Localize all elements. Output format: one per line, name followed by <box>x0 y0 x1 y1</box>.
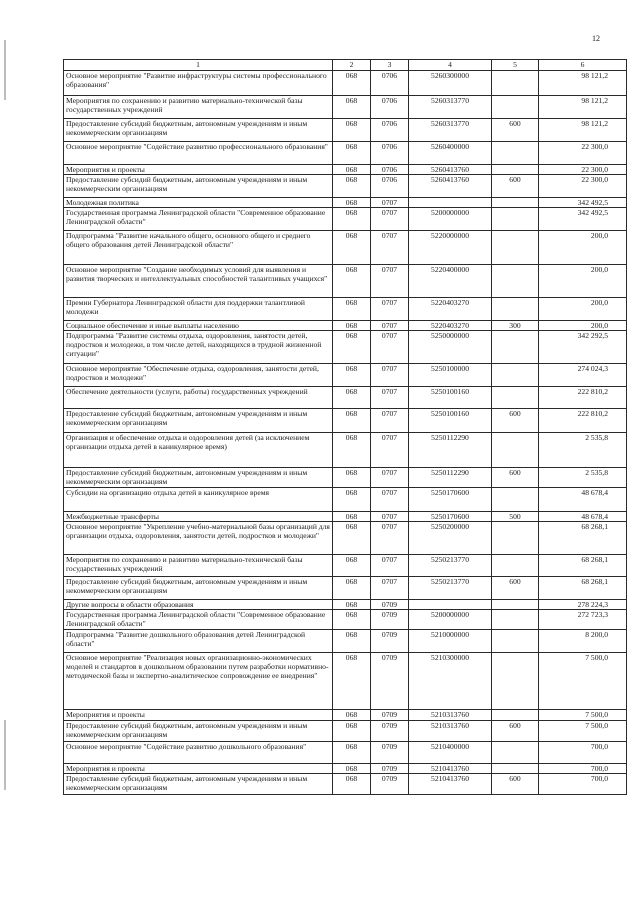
budget-item-name: Предоставление субсидий бюджетным, автономным учреждениям и иным некоммерческим организациям <box>64 468 333 488</box>
table-row <box>64 208 627 231</box>
table-row <box>64 142 627 165</box>
table-row <box>64 774 627 795</box>
admin-code: 068 <box>333 231 371 265</box>
target-article: 5200000000 <box>409 610 492 630</box>
expense-type: 500 <box>492 512 539 522</box>
amount-value: 200,0 <box>539 298 627 321</box>
admin-code: 068 <box>333 298 371 321</box>
target-article: 5250112290 <box>409 433 492 468</box>
table-row <box>64 387 627 409</box>
admin-code: 068 <box>333 198 371 208</box>
budget-item-name: Премии Губернатора Ленинградской области для поддержки талантливой молодежи <box>64 298 333 321</box>
table-row <box>64 165 627 175</box>
amount-value: 22 300,0 <box>539 142 627 165</box>
table-row <box>64 409 627 433</box>
amount-value: 98 121,2 <box>539 71 627 96</box>
target-article: 5220403270 <box>409 321 492 331</box>
amount-value: 222 810,2 <box>539 387 627 409</box>
amount-value: 22 300,0 <box>539 165 627 175</box>
target-article: 5260313770 <box>409 96 492 119</box>
expense-type: 600 <box>492 468 539 488</box>
expense-type: 600 <box>492 409 539 433</box>
section-code: 0707 <box>371 468 409 488</box>
budget-table <box>63 59 627 795</box>
table-row <box>64 764 627 774</box>
amount-value: 700,0 <box>539 774 627 795</box>
expense-type <box>492 364 539 387</box>
budget-item-name: Предоставление субсидий бюджетным, автономным учреждениям и иным некоммерческим организациям <box>64 721 333 742</box>
section-code: 0707 <box>371 321 409 331</box>
table-row <box>64 653 627 710</box>
target-article: 5250100160 <box>409 387 492 409</box>
budget-item-name: Обеспечение деятельности (услуги, работы) государственных учреждений <box>64 387 333 409</box>
target-article: 5250170600 <box>409 488 492 512</box>
amount-value: 274 024,3 <box>539 364 627 387</box>
table-row <box>64 231 627 265</box>
table-row <box>64 433 627 468</box>
amount-value: 7 500,0 <box>539 721 627 742</box>
admin-code: 068 <box>333 742 371 764</box>
budget-item-name: Основное мероприятие "Укрепление учебно-материальной базы организаций для организации отдыха, оздоровления, занятости детей, подростков и молодежи" <box>64 522 333 555</box>
amount-value: 200,0 <box>539 321 627 331</box>
budget-item-name: Основное мероприятие "Создание необходимых условий для выявления и развития творческих и интеллектуальных способностей талантливых учащихся" <box>64 265 333 298</box>
amount-value: 2 535,8 <box>539 468 627 488</box>
amount-value: 700,0 <box>539 764 627 774</box>
admin-code: 068 <box>333 764 371 774</box>
section-code: 0709 <box>371 710 409 721</box>
table-body <box>64 71 627 795</box>
target-article: 5260400000 <box>409 142 492 165</box>
section-code: 0706 <box>371 119 409 142</box>
table-row <box>64 488 627 512</box>
budget-item-name: Молодежная политика <box>64 198 333 208</box>
section-code: 0707 <box>371 522 409 555</box>
admin-code: 068 <box>333 721 371 742</box>
section-code: 0707 <box>371 265 409 298</box>
section-code: 0707 <box>371 488 409 512</box>
table-row <box>64 522 627 555</box>
budget-item-name: Подпрограмма "Развитие дошкольного образования детей Ленинградской области" <box>64 630 333 653</box>
target-article: 5210413760 <box>409 764 492 774</box>
amount-value: 22 300,0 <box>539 175 627 198</box>
table-row <box>64 577 627 600</box>
expense-type <box>492 331 539 364</box>
expense-type <box>492 710 539 721</box>
amount-value: 68 268,1 <box>539 555 627 577</box>
table-row <box>64 198 627 208</box>
budget-item-name: Предоставление субсидий бюджетным, автономным учреждениям и иным некоммерческим организациям <box>64 409 333 433</box>
expense-type <box>492 522 539 555</box>
expense-type <box>492 600 539 610</box>
amount-value: 48 678,4 <box>539 488 627 512</box>
section-code: 0709 <box>371 764 409 774</box>
expense-type: 300 <box>492 321 539 331</box>
admin-code: 068 <box>333 409 371 433</box>
budget-item-name: Субсидии на организацию отдыха детей в каникулярное время <box>64 488 333 512</box>
expense-type <box>492 298 539 321</box>
budget-item-name: Основное мероприятие "Содействие развитию профессионального образования" <box>64 142 333 165</box>
target-article: 5220400000 <box>409 265 492 298</box>
section-code: 0707 <box>371 555 409 577</box>
admin-code: 068 <box>333 555 371 577</box>
table-row <box>64 555 627 577</box>
amount-value: 272 723,3 <box>539 610 627 630</box>
amount-value: 222 810,2 <box>539 409 627 433</box>
admin-code: 068 <box>333 488 371 512</box>
budget-item-name: Мероприятия по сохранению и развитию материально-технической базы государственных учреждений <box>64 555 333 577</box>
section-code: 0707 <box>371 387 409 409</box>
budget-item-name: Мероприятия и проекты <box>64 764 333 774</box>
admin-code: 068 <box>333 331 371 364</box>
admin-code: 068 <box>333 265 371 298</box>
section-code: 0709 <box>371 653 409 710</box>
expense-type <box>492 653 539 710</box>
expense-type <box>492 198 539 208</box>
table-row <box>64 321 627 331</box>
expense-type <box>492 764 539 774</box>
target-article <box>409 198 492 208</box>
section-code: 0707 <box>371 198 409 208</box>
target-article: 5210413760 <box>409 774 492 795</box>
target-article: 5250100000 <box>409 364 492 387</box>
page-number: 12 <box>592 34 600 43</box>
column-header: 5 <box>492 60 539 71</box>
amount-value: 98 121,2 <box>539 119 627 142</box>
table-row <box>64 265 627 298</box>
target-article: 5210300000 <box>409 653 492 710</box>
target-article: 5210000000 <box>409 630 492 653</box>
expense-type: 600 <box>492 577 539 600</box>
target-article: 5250213770 <box>409 577 492 600</box>
table-row <box>64 364 627 387</box>
target-article: 5260413760 <box>409 175 492 198</box>
section-code: 0709 <box>371 742 409 764</box>
amount-value: 7 500,0 <box>539 653 627 710</box>
section-code: 0707 <box>371 512 409 522</box>
amount-value: 700,0 <box>539 742 627 764</box>
admin-code: 068 <box>333 710 371 721</box>
admin-code: 068 <box>333 165 371 175</box>
expense-type <box>492 265 539 298</box>
amount-value: 68 268,1 <box>539 522 627 555</box>
expense-type <box>492 142 539 165</box>
admin-code: 068 <box>333 321 371 331</box>
table-row <box>64 710 627 721</box>
expense-type <box>492 555 539 577</box>
admin-code: 068 <box>333 630 371 653</box>
expense-type <box>492 433 539 468</box>
table-row <box>64 331 627 364</box>
table-row <box>64 742 627 764</box>
section-code: 0706 <box>371 175 409 198</box>
budget-item-name: Предоставление субсидий бюджетным, автономным учреждениям и иным некоммерческим организациям <box>64 774 333 795</box>
table-row <box>64 119 627 142</box>
target-article: 5250112290 <box>409 468 492 488</box>
table-row <box>64 298 627 321</box>
target-article: 5210400000 <box>409 742 492 764</box>
amount-value: 200,0 <box>539 265 627 298</box>
binding-mark <box>4 40 6 100</box>
admin-code: 068 <box>333 468 371 488</box>
expense-type <box>492 71 539 96</box>
section-code: 0707 <box>371 433 409 468</box>
section-code: 0706 <box>371 142 409 165</box>
amount-value: 48 678,4 <box>539 512 627 522</box>
budget-item-name: Предоставление субсидий бюджетным, автономным учреждениям и иным некоммерческим организациям <box>64 577 333 600</box>
admin-code: 068 <box>333 653 371 710</box>
target-article: 5220403270 <box>409 298 492 321</box>
binding-mark <box>4 720 6 790</box>
target-article: 5220000000 <box>409 231 492 265</box>
admin-code: 068 <box>333 71 371 96</box>
section-code: 0707 <box>371 298 409 321</box>
section-code: 0707 <box>371 409 409 433</box>
table-row <box>64 600 627 610</box>
section-code: 0707 <box>371 331 409 364</box>
section-code: 0709 <box>371 610 409 630</box>
table-row <box>64 71 627 96</box>
admin-code: 068 <box>333 610 371 630</box>
admin-code: 068 <box>333 142 371 165</box>
admin-code: 068 <box>333 208 371 231</box>
admin-code: 068 <box>333 433 371 468</box>
admin-code: 068 <box>333 387 371 409</box>
target-article: 5200000000 <box>409 208 492 231</box>
budget-item-name: Государственная программа Ленинградской области "Современное образование Ленинградской области" <box>64 208 333 231</box>
budget-item-name: Социальное обеспечение и иные выплаты населению <box>64 321 333 331</box>
amount-value: 342 292,5 <box>539 331 627 364</box>
target-article: 5250170600 <box>409 512 492 522</box>
section-code: 0706 <box>371 165 409 175</box>
section-code: 0706 <box>371 71 409 96</box>
admin-code: 068 <box>333 522 371 555</box>
amount-value: 342 492,5 <box>539 208 627 231</box>
table-row <box>64 468 627 488</box>
target-article: 5260313770 <box>409 119 492 142</box>
budget-item-name: Предоставление субсидий бюджетным, автономным учреждениям и иным некоммерческим организациям <box>64 119 333 142</box>
budget-item-name: Мероприятия и проекты <box>64 710 333 721</box>
budget-item-name: Основное мероприятие "Обеспечение отдыха, оздоровления, занятости детей, подростков и молодежи" <box>64 364 333 387</box>
target-article: 5250100160 <box>409 409 492 433</box>
table-row <box>64 96 627 119</box>
amount-value: 2 535,8 <box>539 433 627 468</box>
expense-type <box>492 96 539 119</box>
expense-type <box>492 165 539 175</box>
section-code: 0707 <box>371 577 409 600</box>
header-row <box>64 60 627 71</box>
budget-item-name: Государственная программа Ленинградской области "Современное образование Ленинградской области" <box>64 610 333 630</box>
column-header: 6 <box>539 60 627 71</box>
budget-item-name: Мероприятия и проекты <box>64 165 333 175</box>
admin-code: 068 <box>333 512 371 522</box>
expense-type <box>492 742 539 764</box>
column-header: 4 <box>409 60 492 71</box>
amount-value: 8 200,0 <box>539 630 627 653</box>
target-article: 5210313760 <box>409 721 492 742</box>
expense-type <box>492 630 539 653</box>
expense-type: 600 <box>492 721 539 742</box>
target-article: 5250200000 <box>409 522 492 555</box>
section-code: 0707 <box>371 208 409 231</box>
section-code: 0709 <box>371 600 409 610</box>
amount-value: 200,0 <box>539 231 627 265</box>
expense-type <box>492 231 539 265</box>
expense-type <box>492 610 539 630</box>
table-row <box>64 610 627 630</box>
budget-item-name: Предоставление субсидий бюджетным, автономным учреждениям и иным некоммерческим организациям <box>64 175 333 198</box>
column-header: 1 <box>64 60 333 71</box>
target-article: 5260300000 <box>409 71 492 96</box>
amount-value: 98 121,2 <box>539 96 627 119</box>
budget-item-name: Организация и обеспечение отдыха и оздоровления детей (за исключением организации отдыха детей в каникулярное время) <box>64 433 333 468</box>
section-code: 0709 <box>371 721 409 742</box>
section-code: 0706 <box>371 96 409 119</box>
expense-type <box>492 387 539 409</box>
admin-code: 068 <box>333 96 371 119</box>
budget-item-name: Мероприятия по сохранению и развитию материально-технической базы государственных учреждений <box>64 96 333 119</box>
expense-type: 600 <box>492 175 539 198</box>
expense-type: 600 <box>492 774 539 795</box>
admin-code: 068 <box>333 600 371 610</box>
budget-item-name: Основное мероприятие "Содействие развитию дошкольного образования" <box>64 742 333 764</box>
admin-code: 068 <box>333 364 371 387</box>
budget-item-name: Другие вопросы в области образования <box>64 600 333 610</box>
budget-item-name: Межбюджетные трансферты <box>64 512 333 522</box>
table-row <box>64 630 627 653</box>
target-article: 5250000000 <box>409 331 492 364</box>
expense-type <box>492 208 539 231</box>
table-row <box>64 721 627 742</box>
table-row <box>64 175 627 198</box>
admin-code: 068 <box>333 119 371 142</box>
expense-type: 600 <box>492 119 539 142</box>
section-code: 0709 <box>371 774 409 795</box>
section-code: 0709 <box>371 630 409 653</box>
expense-type <box>492 488 539 512</box>
target-article <box>409 600 492 610</box>
column-header: 3 <box>371 60 409 71</box>
budget-item-name: Основное мероприятие "Развитие инфраструктуры системы профессионального образования" <box>64 71 333 96</box>
amount-value: 7 500,0 <box>539 710 627 721</box>
section-code: 0707 <box>371 231 409 265</box>
budget-item-name: Основное мероприятие "Реализация новых организационно-экономических моделей и стандартов в дошкольном образовании путем разработки нормативно-методической базы и экспертно-аналитическое сопровождение ее внедрения" <box>64 653 333 710</box>
amount-value: 68 268,1 <box>539 577 627 600</box>
column-header: 2 <box>333 60 371 71</box>
amount-value: 342 492,5 <box>539 198 627 208</box>
target-article: 5210313760 <box>409 710 492 721</box>
target-article: 5260413760 <box>409 165 492 175</box>
admin-code: 068 <box>333 175 371 198</box>
budget-item-name: Подпрограмма "Развитие системы отдыха, оздоровления, занятости детей, подростков и молодежи, в том числе детей, находящихся в трудной жизненной ситуации" <box>64 331 333 364</box>
section-code: 0707 <box>371 364 409 387</box>
admin-code: 068 <box>333 577 371 600</box>
budget-item-name: Подпрограмма "Развитие начального общего, основного общего и среднего общего образования детей Ленинградской области" <box>64 231 333 265</box>
admin-code: 068 <box>333 774 371 795</box>
amount-value: 278 224,3 <box>539 600 627 610</box>
table-row <box>64 512 627 522</box>
target-article: 5250213770 <box>409 555 492 577</box>
